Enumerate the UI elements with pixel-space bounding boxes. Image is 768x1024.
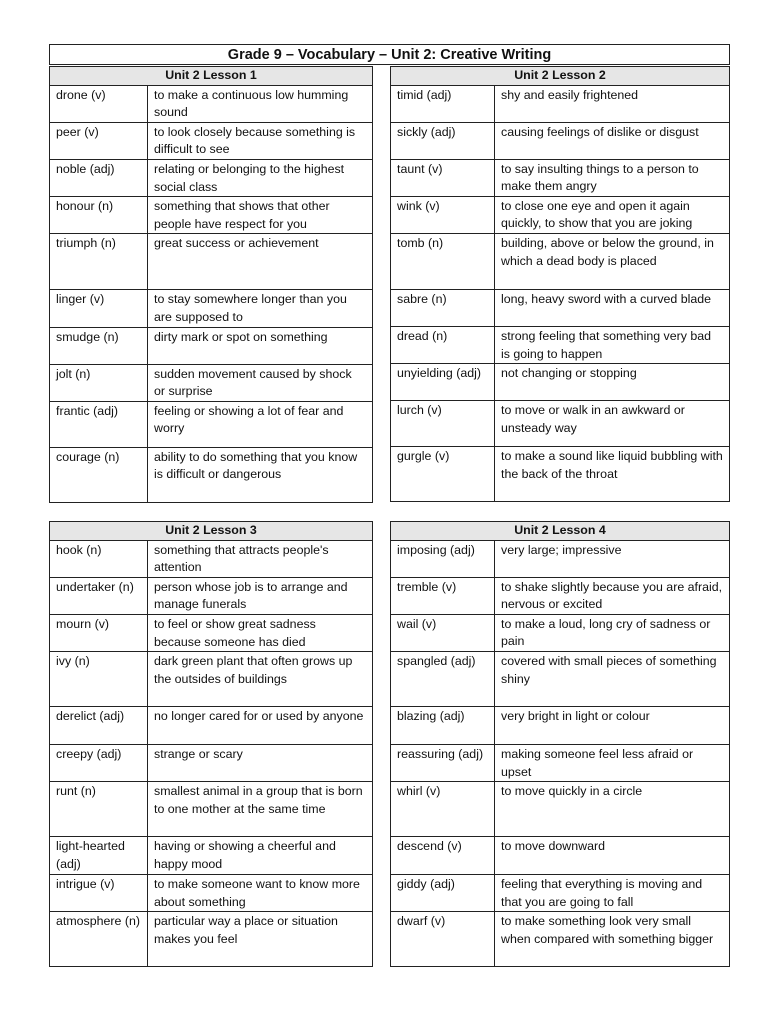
- vocab-word: atmosphere (n): [50, 912, 148, 967]
- vocab-row: [391, 782, 730, 837]
- vocab-word: runt (n): [50, 782, 148, 837]
- vocab-definition: to move quickly in a circle: [495, 782, 730, 837]
- vocab-word: blazing (adj): [391, 706, 495, 744]
- vocab-definition: dark green plant that often grows up the outsides of buildings: [148, 652, 373, 707]
- vocab-word: noble (adj): [50, 159, 148, 196]
- vocab-definition: feeling or showing a lot of fear and worry: [148, 401, 373, 447]
- vocab-definition: strange or scary: [148, 745, 373, 782]
- vocab-row: [391, 875, 730, 912]
- vocab-word: frantic (adj): [50, 401, 148, 447]
- vocab-definition: dirty mark or spot on something: [148, 327, 373, 364]
- vocab-word: ivy (n): [50, 652, 148, 707]
- vocab-row: [391, 540, 730, 577]
- vocab-definition: to stay somewhere longer than you are supposed to: [148, 290, 373, 327]
- vocab-word: linger (v): [50, 290, 148, 327]
- vocab-definition: to move downward: [495, 837, 730, 875]
- vocab-row: [391, 196, 730, 233]
- vocab-row: [50, 401, 373, 447]
- vocab-row: [50, 327, 373, 364]
- vocab-word: spangled (adj): [391, 651, 495, 706]
- vocab-word: unyielding (adj): [391, 364, 495, 401]
- vocab-definition: to close one eye and open it again quickly, to show that you are joking: [495, 196, 730, 233]
- vocab-row: [50, 614, 373, 651]
- vocab-row: [50, 364, 373, 401]
- vocab-row: [50, 540, 373, 577]
- vocab-word: gurgle (v): [391, 447, 495, 502]
- vocab-definition: causing feelings of dislike or disgust: [495, 122, 730, 159]
- vocab-row: [50, 837, 373, 875]
- vocab-row: [50, 912, 373, 967]
- vocab-word: wink (v): [391, 196, 495, 233]
- vocab-row: [50, 652, 373, 707]
- vocab-row: [391, 364, 730, 401]
- vocab-word: whirl (v): [391, 782, 495, 837]
- vocab-definition: to look closely because something is difficult to see: [148, 122, 373, 159]
- vocab-definition: to move or walk in an awkward or unsteady way: [495, 401, 730, 447]
- vocab-definition: great success or achievement: [148, 234, 373, 290]
- vocab-row: [50, 745, 373, 782]
- vocab-row: [391, 577, 730, 614]
- vocab-definition: to say insulting things to a person to make them angry: [495, 159, 730, 196]
- vocab-definition: building, above or below the ground, in which a dead body is placed: [495, 233, 730, 289]
- vocab-row: [391, 326, 730, 363]
- vocab-definition: covered with small pieces of something shiny: [495, 651, 730, 706]
- vocab-row: [391, 651, 730, 706]
- vocab-definition: to make a continuous low humming sound: [148, 85, 373, 122]
- vocab-row: [391, 447, 730, 502]
- vocab-row: [50, 782, 373, 837]
- vocab-definition: ability to do something that you know is difficult or dangerous: [148, 447, 373, 502]
- vocab-word: taunt (v): [391, 159, 495, 196]
- lesson-heading: Unit 2 Lesson 1: [50, 67, 373, 86]
- vocab-definition: to shake slightly because you are afraid, nervous or excited: [495, 577, 730, 614]
- vocab-word: honour (n): [50, 197, 148, 234]
- vocab-word: smudge (n): [50, 327, 148, 364]
- page-title: Grade 9 – Vocabulary – Unit 2: Creative Writing: [49, 44, 730, 65]
- vocab-definition: to make a sound like liquid bubbling with the back of the throat: [495, 447, 730, 502]
- vocab-word: reassuring (adj): [391, 744, 495, 781]
- vocab-definition: making someone feel less afraid or upset: [495, 744, 730, 781]
- vocab-row: [391, 614, 730, 651]
- vocab-row: [391, 85, 730, 122]
- vocab-definition: particular way a place or situation makes you feel: [148, 912, 373, 967]
- vocab-word: sabre (n): [391, 289, 495, 326]
- vocab-word: timid (adj): [391, 85, 495, 122]
- vocab-definition: very bright in light or colour: [495, 706, 730, 744]
- vocab-definition: sudden movement caused by shock or surprise: [148, 364, 373, 401]
- vocab-row: [50, 234, 373, 290]
- vocab-definition: feeling that everything is moving and that you are going to fall: [495, 875, 730, 912]
- vocab-row: [391, 837, 730, 875]
- vocab-row: [391, 159, 730, 196]
- vocab-word: hook (n): [50, 540, 148, 577]
- vocab-definition: to make a loud, long cry of sadness or pain: [495, 614, 730, 651]
- vocab-definition: to make someone want to know more about something: [148, 875, 373, 912]
- vocab-word: triumph (n): [50, 234, 148, 290]
- vocab-row: [50, 707, 373, 745]
- vocab-word: giddy (adj): [391, 875, 495, 912]
- vocab-word: mourn (v): [50, 614, 148, 651]
- vocab-row: [50, 447, 373, 502]
- vocab-row: [391, 744, 730, 781]
- vocab-row: [50, 577, 373, 614]
- vocab-word: drone (v): [50, 85, 148, 122]
- vocab-definition: strong feeling that something very bad is going to happen: [495, 326, 730, 363]
- vocab-definition: something that attracts people's attention: [148, 540, 373, 577]
- vocab-row: [391, 401, 730, 447]
- vocab-definition: shy and easily frightened: [495, 85, 730, 122]
- vocab-definition: relating or belonging to the highest social class: [148, 159, 373, 196]
- vocab-word: descend (v): [391, 837, 495, 875]
- vocab-definition: person whose job is to arrange and manage funerals: [148, 577, 373, 614]
- vocab-definition: not changing or stopping: [495, 364, 730, 401]
- vocab-word: dwarf (v): [391, 912, 495, 967]
- vocab-word: undertaker (n): [50, 577, 148, 614]
- vocab-word: imposing (adj): [391, 540, 495, 577]
- vocab-row: [391, 706, 730, 744]
- vocab-word: dread (n): [391, 326, 495, 363]
- vocab-word: derelict (adj): [50, 707, 148, 745]
- lesson-heading: Unit 2 Lesson 3: [50, 522, 373, 541]
- vocab-word: sickly (adj): [391, 122, 495, 159]
- vocab-definition: smallest animal in a group that is born to one mother at the same time: [148, 782, 373, 837]
- vocab-definition: long, heavy sword with a curved blade: [495, 289, 730, 326]
- vocab-word: lurch (v): [391, 401, 495, 447]
- vocab-word: peer (v): [50, 122, 148, 159]
- vocab-definition: having or showing a cheerful and happy mood: [148, 837, 373, 875]
- vocab-row: [50, 875, 373, 912]
- vocab-word: jolt (n): [50, 364, 148, 401]
- lesson-4-table: [390, 521, 730, 967]
- vocab-definition: to feel or show great sadness because someone has died: [148, 614, 373, 651]
- lesson-2-table: [390, 66, 730, 502]
- vocab-row: [391, 122, 730, 159]
- lesson-1-table: [49, 66, 373, 503]
- vocab-row: [391, 233, 730, 289]
- vocab-row: [50, 85, 373, 122]
- vocab-row: [391, 289, 730, 326]
- vocab-word: creepy (adj): [50, 745, 148, 782]
- vocab-word: tomb (n): [391, 233, 495, 289]
- vocab-word: courage (n): [50, 447, 148, 502]
- vocab-row: [50, 122, 373, 159]
- vocab-row: [391, 912, 730, 967]
- vocab-word: intrigue (v): [50, 875, 148, 912]
- vocab-word: light-hearted (adj): [50, 837, 148, 875]
- vocab-definition: very large; impressive: [495, 540, 730, 577]
- vocab-word: tremble (v): [391, 577, 495, 614]
- vocab-row: [50, 159, 373, 196]
- vocab-definition: to make something look very small when compared with something bigger: [495, 912, 730, 967]
- vocab-row: [50, 197, 373, 234]
- vocab-word: wail (v): [391, 614, 495, 651]
- lesson-heading: Unit 2 Lesson 4: [391, 522, 730, 541]
- lesson-heading: Unit 2 Lesson 2: [391, 67, 730, 86]
- lesson-3-table: [49, 521, 373, 967]
- vocab-row: [50, 290, 373, 327]
- vocab-definition: something that shows that other people have respect for you: [148, 197, 373, 234]
- vocab-definition: no longer cared for or used by anyone: [148, 707, 373, 745]
